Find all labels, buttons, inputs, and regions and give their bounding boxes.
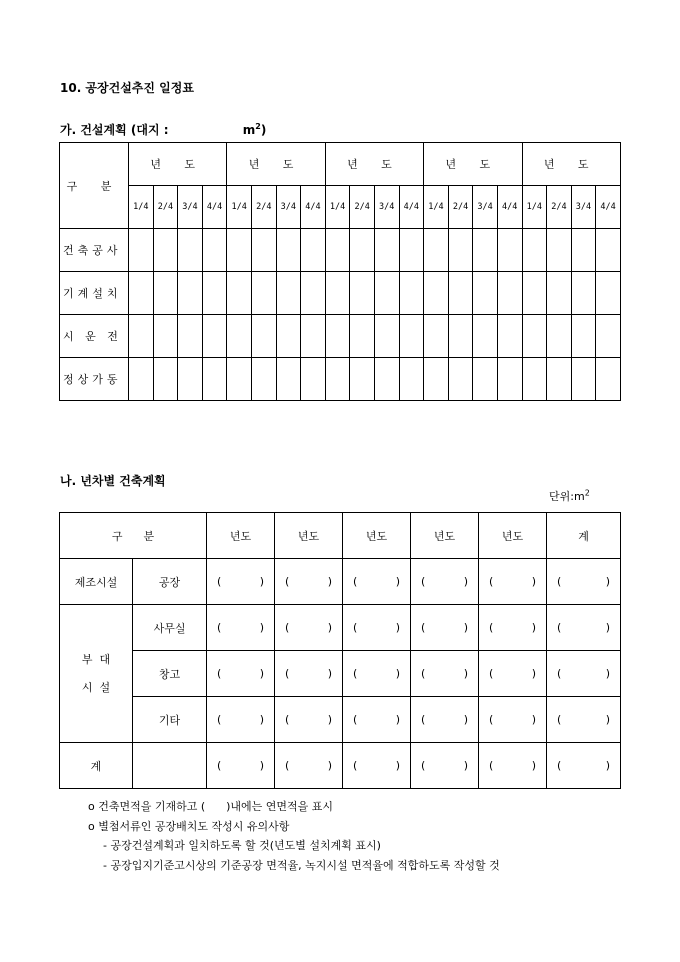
total-header: 계	[547, 513, 621, 559]
schedule-cell[interactable]	[301, 272, 326, 315]
schedule-cell[interactable]	[276, 272, 301, 315]
close-paren: )	[259, 759, 265, 772]
area-value-brackets	[547, 621, 620, 634]
quarter-cell: 2/4	[547, 186, 572, 229]
schedule-cell[interactable]	[424, 358, 449, 401]
area-value-brackets	[207, 713, 274, 726]
open-paren: (	[285, 759, 290, 772]
year-header: 년 도	[227, 143, 325, 186]
schedule-cell[interactable]	[596, 229, 621, 272]
schedule-cell[interactable]	[522, 272, 547, 315]
close-paren: )	[605, 759, 611, 772]
schedule-cell[interactable]	[153, 358, 178, 401]
office-row	[60, 605, 621, 651]
close-paren: )	[531, 667, 537, 680]
area-value-brackets	[275, 621, 342, 634]
schedule-cell[interactable]	[276, 315, 301, 358]
quarter-row	[60, 186, 621, 229]
area-value-brackets	[411, 667, 478, 680]
area-value-brackets	[343, 621, 410, 634]
close-paren: )	[327, 621, 333, 634]
area-value-cell[interactable]	[207, 605, 275, 651]
schedule-cell[interactable]	[424, 315, 449, 358]
area-value-cell[interactable]	[411, 743, 479, 789]
schedule-cell[interactable]	[473, 315, 498, 358]
schedule-cell[interactable]	[276, 229, 301, 272]
year-header: 년 도	[522, 143, 620, 186]
page-heading: 10. 공장건설추진 일정표	[60, 81, 194, 95]
close-paren: )	[259, 575, 265, 588]
schedule-cell[interactable]	[596, 315, 621, 358]
open-paren: (	[557, 713, 562, 726]
area-value-cell[interactable]	[547, 559, 621, 605]
section-b-title: 나. 년차별 건축계획	[60, 474, 166, 488]
schedule-cell[interactable]	[547, 229, 572, 272]
schedule-cell[interactable]	[178, 272, 203, 315]
area-value-brackets	[343, 713, 410, 726]
year-header: 년도	[343, 513, 411, 559]
open-paren: (	[557, 759, 562, 772]
area-value-cell[interactable]	[411, 651, 479, 697]
area-value-cell[interactable]	[479, 743, 547, 789]
open-paren: (	[557, 667, 562, 680]
area-value-cell[interactable]	[547, 605, 621, 651]
area-value-cell[interactable]	[275, 651, 343, 697]
area-value-brackets	[547, 667, 620, 680]
area-value-cell[interactable]	[207, 651, 275, 697]
area-value-brackets	[207, 575, 274, 588]
schedule-cell[interactable]	[399, 229, 424, 272]
schedule-cell[interactable]	[227, 272, 252, 315]
quarter-cell: 1/4	[325, 186, 350, 229]
schedule-cell[interactable]	[325, 358, 350, 401]
area-value-cell[interactable]	[479, 605, 547, 651]
open-paren: (	[421, 667, 426, 680]
quarter-cell: 4/4	[301, 186, 326, 229]
quarter-cell: 3/4	[571, 186, 596, 229]
schedule-cell[interactable]	[350, 272, 375, 315]
schedule-cell[interactable]	[547, 272, 572, 315]
area-value-cell[interactable]	[479, 651, 547, 697]
schedule-cell[interactable]	[202, 272, 227, 315]
total-label: 계	[60, 743, 133, 789]
close-paren: )	[531, 575, 537, 588]
area-value-cell[interactable]	[343, 559, 411, 605]
open-paren: (	[489, 759, 494, 772]
open-paren: (	[353, 713, 358, 726]
row-label: 건축공사	[60, 229, 129, 272]
schedule-cell[interactable]	[202, 358, 227, 401]
schedule-cell[interactable]	[596, 272, 621, 315]
schedule-row	[60, 229, 621, 272]
close-paren: )	[327, 575, 333, 588]
area-value-cell[interactable]	[479, 697, 547, 743]
close-paren: )	[395, 759, 401, 772]
open-paren: (	[353, 667, 358, 680]
schedule-cell[interactable]	[571, 229, 596, 272]
area-value-brackets	[207, 621, 274, 634]
schedule-cell[interactable]	[399, 315, 424, 358]
close-paren: )	[531, 713, 537, 726]
area-value-brackets	[343, 667, 410, 680]
quarter-cell: 2/4	[153, 186, 178, 229]
area-value-brackets	[207, 759, 274, 772]
schedule-cell[interactable]	[227, 229, 252, 272]
schedule-cell[interactable]	[448, 229, 473, 272]
manufacturing-row	[60, 559, 621, 605]
area-value-brackets	[411, 621, 478, 634]
open-paren: (	[557, 621, 562, 634]
category-header: 구 분	[60, 143, 129, 229]
schedule-cell[interactable]	[178, 358, 203, 401]
close-paren: )	[463, 713, 469, 726]
manufacturing-label: 제조시설	[60, 559, 133, 605]
year-header: 년도	[411, 513, 479, 559]
schedule-cell[interactable]	[276, 358, 301, 401]
area-value-brackets	[343, 575, 410, 588]
schedule-cell[interactable]	[473, 229, 498, 272]
open-paren: (	[421, 713, 426, 726]
close-paren: )	[259, 713, 265, 726]
close-paren: )	[395, 575, 401, 588]
quarter-cell: 3/4	[178, 186, 203, 229]
year-header: 년도	[479, 513, 547, 559]
schedule-cell[interactable]	[547, 358, 572, 401]
close-paren: )	[531, 621, 537, 634]
quarter-cell: 4/4	[497, 186, 522, 229]
note-subitem: - 공장건설계획과 일치하도록 할 것(년도별 설치계획 표시)	[103, 839, 381, 852]
open-paren: (	[285, 621, 290, 634]
empty-cell	[133, 743, 207, 789]
schedule-cell[interactable]	[571, 358, 596, 401]
area-value-brackets	[479, 621, 546, 634]
schedule-cell[interactable]	[227, 358, 252, 401]
area-value-brackets	[479, 575, 546, 588]
area-value-cell[interactable]	[207, 743, 275, 789]
area-value-cell[interactable]	[275, 697, 343, 743]
close-paren: )	[463, 667, 469, 680]
schedule-row	[60, 358, 621, 401]
open-paren: (	[285, 667, 290, 680]
schedule-cell[interactable]	[399, 358, 424, 401]
warehouse-label: 창고	[133, 651, 207, 697]
quarter-cell: 1/4	[522, 186, 547, 229]
year-header: 년 도	[424, 143, 522, 186]
area-value-cell[interactable]	[411, 605, 479, 651]
open-paren: (	[421, 621, 426, 634]
quarter-cell: 1/4	[129, 186, 154, 229]
area-value-cell[interactable]	[411, 559, 479, 605]
open-paren: (	[217, 667, 222, 680]
close-paren: )	[259, 667, 265, 680]
close-paren: )	[605, 575, 611, 588]
schedule-cell[interactable]	[374, 358, 399, 401]
open-paren: (	[353, 575, 358, 588]
row-label: 기계설치	[60, 272, 129, 315]
area-value-brackets	[547, 575, 620, 588]
area-value-cell[interactable]	[547, 697, 621, 743]
schedule-cell[interactable]	[301, 229, 326, 272]
schedule-row	[60, 315, 621, 358]
note-item: o 별첨서류인 공장배치도 작성시 유의사항	[88, 819, 290, 833]
open-paren: (	[217, 713, 222, 726]
schedule-cell[interactable]	[497, 358, 522, 401]
schedule-cell[interactable]	[547, 315, 572, 358]
schedule-cell[interactable]	[374, 272, 399, 315]
quarter-cell: 4/4	[202, 186, 227, 229]
close-paren: )	[605, 713, 611, 726]
section-a-title	[60, 121, 266, 138]
area-value-brackets	[275, 667, 342, 680]
area-value-cell[interactable]	[207, 697, 275, 743]
open-paren: (	[217, 621, 222, 634]
close-paren: )	[395, 713, 401, 726]
open-paren: (	[421, 759, 426, 772]
auxiliary-label: 부 대 시 설	[60, 605, 133, 743]
area-value-cell[interactable]	[207, 559, 275, 605]
open-paren: (	[217, 759, 222, 772]
close-paren: )	[395, 667, 401, 680]
schedule-cell[interactable]	[153, 229, 178, 272]
year-header: 년도	[275, 513, 343, 559]
area-value-cell[interactable]	[275, 605, 343, 651]
schedule-cell[interactable]	[251, 315, 276, 358]
open-paren: (	[489, 575, 494, 588]
open-paren: (	[489, 667, 494, 680]
row-label: 정상가동	[60, 358, 129, 401]
schedule-cell[interactable]	[153, 272, 178, 315]
close-paren: )	[327, 759, 333, 772]
close-paren: )	[531, 759, 537, 772]
area-value-cell[interactable]	[479, 559, 547, 605]
area-value-brackets	[275, 759, 342, 772]
area-value-cell[interactable]	[343, 697, 411, 743]
schedule-cell[interactable]	[251, 229, 276, 272]
quarter-cell: 4/4	[596, 186, 621, 229]
close-paren: )	[605, 667, 611, 680]
schedule-cell[interactable]	[596, 358, 621, 401]
schedule-cell[interactable]	[301, 358, 326, 401]
quarter-cell: 2/4	[251, 186, 276, 229]
section-a-unit: $m^2$)	[242, 122, 267, 137]
schedule-cell[interactable]	[251, 272, 276, 315]
schedule-cell[interactable]	[178, 229, 203, 272]
schedule-cell[interactable]	[301, 315, 326, 358]
schedule-cell[interactable]	[178, 315, 203, 358]
total-row	[60, 743, 621, 789]
schedule-cell[interactable]	[522, 229, 547, 272]
open-paren: (	[353, 759, 358, 772]
schedule-cell[interactable]	[350, 315, 375, 358]
schedule-cell[interactable]	[399, 272, 424, 315]
schedule-cell[interactable]	[350, 358, 375, 401]
section-a-title-text: 가. 건설계획 (대지 :	[60, 123, 169, 137]
schedule-cell[interactable]	[473, 358, 498, 401]
area-value-cell[interactable]	[343, 743, 411, 789]
schedule-cell[interactable]	[448, 358, 473, 401]
close-paren: )	[259, 621, 265, 634]
area-value-cell[interactable]	[547, 651, 621, 697]
area-value-brackets	[547, 713, 620, 726]
area-value-brackets	[479, 667, 546, 680]
quarter-cell: 3/4	[276, 186, 301, 229]
schedule-cell[interactable]	[448, 272, 473, 315]
open-paren: (	[217, 575, 222, 588]
schedule-row	[60, 272, 621, 315]
schedule-cell[interactable]	[251, 358, 276, 401]
schedule-cell[interactable]	[522, 315, 547, 358]
note-item: o 건축면적을 기재하고 ( )내에는 연면적을 표시	[88, 800, 334, 813]
annual-building-plan-table	[59, 512, 621, 789]
area-value-cell[interactable]	[547, 743, 621, 789]
schedule-cell[interactable]	[129, 229, 154, 272]
close-paren: )	[463, 621, 469, 634]
schedule-cell[interactable]	[153, 315, 178, 358]
quarter-cell: 4/4	[399, 186, 424, 229]
quarter-cell: 2/4	[350, 186, 375, 229]
schedule-cell[interactable]	[325, 315, 350, 358]
open-paren: (	[489, 713, 494, 726]
year-header: 년도	[207, 513, 275, 559]
area-value-cell[interactable]	[343, 651, 411, 697]
area-value-brackets	[479, 713, 546, 726]
schedule-cell[interactable]	[571, 272, 596, 315]
open-paren: (	[489, 621, 494, 634]
close-paren: )	[395, 621, 401, 634]
close-paren: )	[327, 667, 333, 680]
year-header: 년 도	[129, 143, 227, 186]
schedule-cell[interactable]	[129, 272, 154, 315]
schedule-cell[interactable]	[497, 315, 522, 358]
area-value-cell[interactable]	[275, 559, 343, 605]
other-row	[60, 697, 621, 743]
quarter-cell: 1/4	[424, 186, 449, 229]
schedule-cell[interactable]	[350, 229, 375, 272]
area-value-cell[interactable]	[343, 605, 411, 651]
area-value-brackets	[207, 667, 274, 680]
schedule-cell[interactable]	[129, 315, 154, 358]
open-paren: (	[557, 575, 562, 588]
close-paren: )	[463, 759, 469, 772]
category-header: 구 분	[60, 513, 207, 559]
close-paren: )	[605, 621, 611, 634]
schedule-cell[interactable]	[374, 315, 399, 358]
area-value-brackets	[343, 759, 410, 772]
schedule-cell[interactable]	[202, 315, 227, 358]
quarter-cell: 1/4	[227, 186, 252, 229]
schedule-cell[interactable]	[522, 358, 547, 401]
schedule-cell[interactable]	[129, 358, 154, 401]
section-b-unit: 단위$:m^2$	[549, 488, 590, 503]
quarter-cell: 3/4	[473, 186, 498, 229]
close-paren: )	[327, 713, 333, 726]
area-value-cell[interactable]	[411, 697, 479, 743]
schedule-cell[interactable]	[497, 229, 522, 272]
quarter-cell: 2/4	[448, 186, 473, 229]
notes	[88, 797, 500, 875]
schedule-cell[interactable]	[202, 229, 227, 272]
area-value-brackets	[411, 759, 478, 772]
schedule-cell[interactable]	[325, 229, 350, 272]
area-value-brackets	[479, 759, 546, 772]
warehouse-row	[60, 651, 621, 697]
quarter-cell: 3/4	[374, 186, 399, 229]
open-paren: (	[285, 575, 290, 588]
schedule-cell[interactable]	[325, 272, 350, 315]
schedule-cell[interactable]	[227, 315, 252, 358]
other-label: 기타	[133, 697, 207, 743]
area-value-brackets	[275, 575, 342, 588]
area-value-cell[interactable]	[275, 743, 343, 789]
schedule-cell[interactable]	[571, 315, 596, 358]
schedule-cell[interactable]	[448, 315, 473, 358]
close-paren: )	[463, 575, 469, 588]
year-header: 년 도	[325, 143, 423, 186]
schedule-cell[interactable]	[473, 272, 498, 315]
area-value-brackets	[547, 759, 620, 772]
construction-plan-table	[59, 142, 621, 401]
schedule-cell[interactable]	[374, 229, 399, 272]
note-subitem: - 공장입지기준고시상의 기준공장 면적율, 녹지시설 면적율에 적합하도록 작성할 것	[103, 858, 500, 872]
area-value-brackets	[411, 575, 478, 588]
office-label: 사무실	[133, 605, 207, 651]
schedule-cell[interactable]	[424, 272, 449, 315]
area-value-brackets	[411, 713, 478, 726]
area-value-brackets	[275, 713, 342, 726]
open-paren: (	[421, 575, 426, 588]
schedule-cell[interactable]	[424, 229, 449, 272]
factory-label: 공장	[133, 559, 207, 605]
open-paren: (	[285, 713, 290, 726]
row-label: 시 운 전	[60, 315, 129, 358]
open-paren: (	[353, 621, 358, 634]
schedule-cell[interactable]	[497, 272, 522, 315]
